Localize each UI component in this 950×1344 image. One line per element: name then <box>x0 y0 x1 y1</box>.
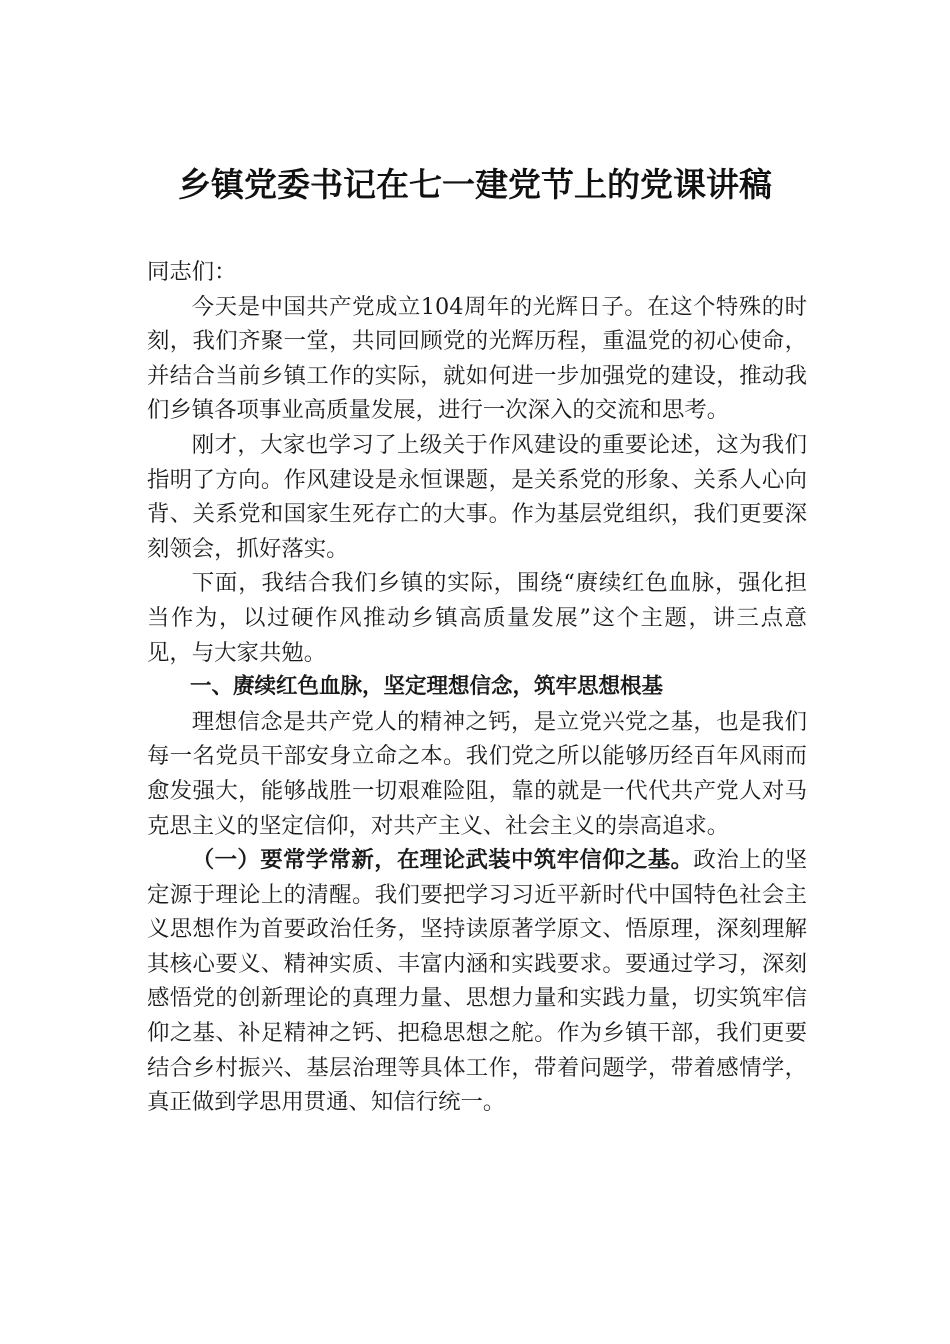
paragraph-work-style: 刚才，大家也学习了上级关于作风建设的重要论述，这为我们指明了方向。作风建设是永恒课题，是关系党的形象、关系人心向背、关系党和国家生死存亡的大事。作为基层党组织，我们更要深刻领会，抓好落实。 <box>147 431 807 562</box>
paragraph-ideals: 理想信念是共产党人的精神之钙，是立党兴党之基，也是我们每一名党员干部安身立命之本。我们党之所以能够历经百年风雨而愈发强大，能够战胜一切艰难险阻，靠的就是一代代共产党人对马克思主义的坚定信仰，对共产主义、社会主义的崇高追求。 <box>147 708 807 839</box>
document-title: 乡镇党委书记在七一建党节上的党课讲稿 <box>178 165 772 204</box>
subsection-1 <box>147 843 807 1120</box>
document-body <box>147 255 807 1120</box>
paragraph-theme: 下面，我结合我们乡镇的实际，围绕“赓续红色血脉，强化担当作为，以过硬作风推动乡镇高质量发展”这个主题，讲三点意见，与大家共勉。 <box>147 570 807 666</box>
paragraph-opening: 今天是中国共产党成立104周年的光辉日子。在这个特殊的时刻，我们齐聚一堂，共同回顾党的光辉历程，重温党的初心使命，并结合当前乡镇工作的实际，就如何进一步加强党的建设，推动我们乡镇各项事业高质量发展，进行一次深入的交流和思考。 <box>147 293 807 424</box>
salutation: 同志们： <box>147 259 237 285</box>
subsection-heading-1: （一）要常学常新，在理论武装中筑牢信仰之基。 <box>191 847 694 874</box>
section-heading-1: 一、赓续红色血脉，坚定理想信念，筑牢思想根基 <box>190 674 664 700</box>
subsection-text-1: 政治上的坚定源于理论上的清醒。我们要把学习习近平新时代中国特色社会主义思想作为首要政治任务，坚持读原著学原文、悟原理，深刻理解其核心要义、精神实质、丰富内涵和实践要求。要通过学习，深刻感悟党的创新理论的真理力量、思想力量和实践力量，切实筑牢信仰之基、补足精神之钙、把稳思想之舵。作为乡镇干部，我们更要结合乡村振兴、基层治理等具体工作，带着问题学，带着感情学，真正做到学思用贯通、知信行统一。 <box>147 847 808 1116</box>
